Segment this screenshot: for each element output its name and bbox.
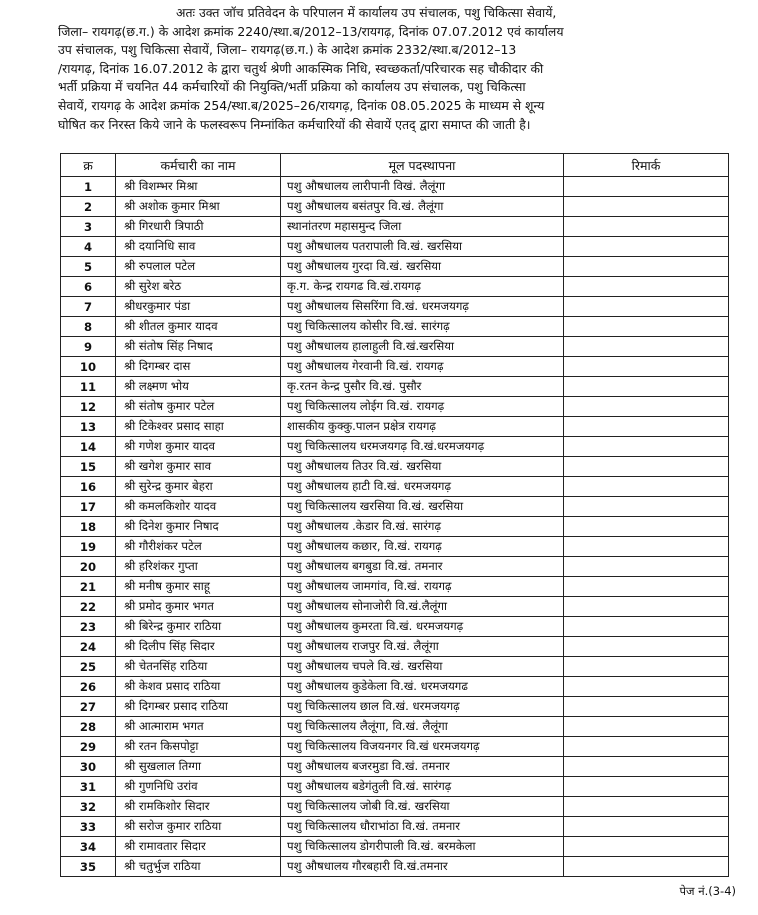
employee-name-cell: श्री दिगम्बर प्रसाद राठिया — [116, 697, 281, 717]
paragraph-line: घोषित कर निरस्त किये जाने के फलस्वरूप निम्नांकित कर्मचारियों की सेवायें एतद् द्वारा समाप्त की जाती है। — [58, 116, 531, 132]
table-row — [61, 857, 729, 877]
posting-cell: पशु चिकित्सालय छाल वि.खं. धरमजयगढ़ — [281, 697, 564, 717]
remark-cell — [564, 517, 729, 537]
employee-name-cell: श्री मनीष कुमार साहू — [116, 577, 281, 597]
posting-cell: पशु चिकित्सालय कोसीर वि.खं. सारंगढ़ — [281, 317, 564, 337]
serial-cell: 23 — [61, 617, 116, 637]
posting-cell: पशु औषधालय बडेगंतुली वि.खं. सारंगढ़ — [281, 777, 564, 797]
employee-name-cell: श्री प्रमोद कुमार भगत — [116, 597, 281, 617]
table-row — [61, 617, 729, 637]
posting-cell: कृ.रतन केन्द्र पुसौर वि.खं. पुसौर — [281, 377, 564, 397]
remark-cell — [564, 497, 729, 517]
employee-name-cell: श्रीधरकुमार पंडा — [116, 297, 281, 317]
remark-cell — [564, 577, 729, 597]
serial-cell: 31 — [61, 777, 116, 797]
serial-cell: 28 — [61, 717, 116, 737]
serial-cell: 13 — [61, 417, 116, 437]
remark-cell — [564, 557, 729, 577]
serial-cell: 27 — [61, 697, 116, 717]
page-number: पेज नं.(3-4) — [679, 884, 736, 898]
employee-name-cell: श्री रामावतार सिदार — [116, 837, 281, 857]
serial-cell: 19 — [61, 537, 116, 557]
table-row — [61, 637, 729, 657]
serial-cell: 2 — [61, 197, 116, 217]
posting-cell: पशु औषधालय गौरबहारी वि.खं.तमनार — [281, 857, 564, 877]
employee-name-cell: श्री दयानिधि साव — [116, 237, 281, 257]
employee-name-cell: श्री संतोष सिंह निषाद — [116, 337, 281, 357]
table-row — [61, 797, 729, 817]
paragraph-line: सेवायें, रायगढ़ के आदेश क्रमांक 254/स्था.ब/2025–26/रायगढ़, दिनांक 08.05.2025 के माध्यम से शून्य — [58, 97, 545, 113]
remark-cell — [564, 617, 729, 637]
posting-cell: पशु औषधालय तिउर वि.खं. खरसिया — [281, 457, 564, 477]
employee-name-cell: श्री रामकिशोर सिदार — [116, 797, 281, 817]
header-remark: रिमार्क — [564, 154, 729, 177]
employee-name-cell: श्री बिरेन्द्र कुमार राठिया — [116, 617, 281, 637]
posting-cell: पशु औषधालय राजपुर वि.खं. लैलूंगा — [281, 637, 564, 657]
table-row — [61, 817, 729, 837]
table-header-row — [61, 154, 729, 177]
table-row — [61, 277, 729, 297]
table-row — [61, 837, 729, 857]
employee-name-cell: श्री कमलकिशोर यादव — [116, 497, 281, 517]
posting-cell: शासकीय कुक्कु.पालन प्रक्षेत्र रायगढ़ — [281, 417, 564, 437]
table-row — [61, 197, 729, 217]
remark-cell — [564, 457, 729, 477]
remark-cell — [564, 637, 729, 657]
posting-cell: पशु औषधालय लारीपानी विखं. लैलूंगा — [281, 177, 564, 197]
serial-cell: 18 — [61, 517, 116, 537]
employee-name-cell: श्री गिरधारी त्रिपाठी — [116, 217, 281, 237]
remark-cell — [564, 177, 729, 197]
order-paragraph — [58, 4, 738, 134]
employee-name-cell: श्री चेतनसिंह राठिया — [116, 657, 281, 677]
remark-cell — [564, 317, 729, 337]
employee-name-cell: श्री सुरेश बरेठ — [116, 277, 281, 297]
header-serial: क्र — [61, 154, 116, 177]
remark-cell — [564, 757, 729, 777]
serial-cell: 22 — [61, 597, 116, 617]
posting-cell: पशु औषधालय बगबुडा वि.खं. तमनार — [281, 557, 564, 577]
table-row — [61, 497, 729, 517]
employee-name-cell: श्री अशोक कुमार मिश्रा — [116, 197, 281, 217]
posting-cell: स्थानांतरण महासमुन्द जिला — [281, 217, 564, 237]
paragraph-line: अतः उक्त जॉच प्रतिवेदन के परिपालन में कार्यालय उप संचालक, पशु चिकित्सा सेवायें, — [176, 5, 557, 20]
posting-cell: पशु चिकित्सालय विजयनगर वि.खं धरमजयगढ़ — [281, 737, 564, 757]
table-row — [61, 477, 729, 497]
posting-cell: पशु औषधालय बजरमुडा वि.खं. तमनार — [281, 757, 564, 777]
employee-name-cell: श्री सुरेन्द्र कुमार बेहरा — [116, 477, 281, 497]
table-row — [61, 237, 729, 257]
serial-cell: 5 — [61, 257, 116, 277]
employee-name-cell: श्री लक्ष्मण भोय — [116, 377, 281, 397]
posting-cell: पशु चिकित्सालय खरसिया वि.खं. खरसिया — [281, 497, 564, 517]
table-row — [61, 697, 729, 717]
serial-cell: 3 — [61, 217, 116, 237]
table-row — [61, 717, 729, 737]
remark-cell — [564, 797, 729, 817]
remark-cell — [564, 417, 729, 437]
table-row — [61, 577, 729, 597]
serial-cell: 15 — [61, 457, 116, 477]
header-original-posting: मूल पदस्थापना — [281, 154, 564, 177]
table-row — [61, 177, 729, 197]
posting-cell: पशु चिकित्सालय लैलूंगा, वि.खं. लैलूंगा — [281, 717, 564, 737]
table-body — [61, 177, 729, 877]
employee-name-cell: श्री सुखलाल तिग्गा — [116, 757, 281, 777]
remark-cell — [564, 597, 729, 617]
posting-cell: पशु चिकित्सालय डोगरीपाली वि.खं. बरमकेला — [281, 837, 564, 857]
employee-name-cell: श्री रतन किसपोट्टा — [116, 737, 281, 757]
table-row — [61, 677, 729, 697]
serial-cell: 30 — [61, 757, 116, 777]
remark-cell — [564, 677, 729, 697]
serial-cell: 33 — [61, 817, 116, 837]
remark-cell — [564, 777, 729, 797]
table-row — [61, 417, 729, 437]
serial-cell: 4 — [61, 237, 116, 257]
posting-cell: पशु औषधालय सिसरिंगा वि.खं. धरमजयगढ़ — [281, 297, 564, 317]
serial-cell: 10 — [61, 357, 116, 377]
table-row — [61, 517, 729, 537]
employee-name-cell: श्री दिगम्बर दास — [116, 357, 281, 377]
employee-name-cell: श्री रुपलाल पटेल — [116, 257, 281, 277]
table-row — [61, 537, 729, 557]
table-row — [61, 597, 729, 617]
serial-cell: 11 — [61, 377, 116, 397]
serial-cell: 14 — [61, 437, 116, 457]
employee-name-cell: श्री टिकेश्वर प्रसाद साहा — [116, 417, 281, 437]
remark-cell — [564, 477, 729, 497]
table-row — [61, 317, 729, 337]
remark-cell — [564, 297, 729, 317]
remark-cell — [564, 697, 729, 717]
serial-cell: 17 — [61, 497, 116, 517]
table-row — [61, 557, 729, 577]
posting-cell: पशु औषधालय हालाहुली वि.खं.खरसिया — [281, 337, 564, 357]
remark-cell — [564, 257, 729, 277]
table-row — [61, 397, 729, 417]
serial-cell: 35 — [61, 857, 116, 877]
paragraph-line: जिला– रायगढ़(छ.ग.) के आदेश क्रमांक 2240/स्था.ब/2012–13/रायगढ़, दिनांक 07.07.2012 एवं कार्यालय — [58, 23, 564, 39]
table-row — [61, 337, 729, 357]
remark-cell — [564, 817, 729, 837]
posting-cell: पशु औषधालय जामगांव, वि.खं. रायगढ़ — [281, 577, 564, 597]
serial-cell: 21 — [61, 577, 116, 597]
employee-name-cell: श्री केशव प्रसाद राठिया — [116, 677, 281, 697]
serial-cell: 7 — [61, 297, 116, 317]
serial-cell: 26 — [61, 677, 116, 697]
paragraph-line: उप संचालक, पशु चिकित्सा सेवायें, जिला– रायगढ़(छ.ग.) के आदेश क्रमांक 2332/स्था.ब/2012–13 — [58, 42, 517, 58]
remark-cell — [564, 717, 729, 737]
employee-name-cell: श्री दिलीप सिंह सिदार — [116, 637, 281, 657]
remark-cell — [564, 737, 729, 757]
posting-cell: पशु औषधालय कुडेकेला वि.खं. धरमजयगढ — [281, 677, 564, 697]
serial-cell: 1 — [61, 177, 116, 197]
posting-cell: पशु औषधालय हाटी वि.खं. धरमजयगढ़ — [281, 477, 564, 497]
employee-name-cell: श्री हरिशंकर गुप्ता — [116, 557, 281, 577]
posting-cell: पशु चिकित्सालय धौराभांठा वि.खं. तमनार — [281, 817, 564, 837]
table-row — [61, 777, 729, 797]
employee-name-cell: श्री खगेश कुमार साव — [116, 457, 281, 477]
posting-cell: पशु चिकित्सालय लोईग वि.खं. रायगढ़ — [281, 397, 564, 417]
employee-name-cell: श्री शीतल कुमार यादव — [116, 317, 281, 337]
remark-cell — [564, 657, 729, 677]
table-row — [61, 297, 729, 317]
serial-cell: 25 — [61, 657, 116, 677]
table-row — [61, 737, 729, 757]
serial-cell: 8 — [61, 317, 116, 337]
table-row — [61, 757, 729, 777]
table-row — [61, 657, 729, 677]
employee-table — [60, 153, 729, 877]
posting-cell: पशु औषधालय गुरदा वि.खं. खरसिया — [281, 257, 564, 277]
posting-cell: पशु औषधालय पतरापाली वि.खं. खरसिया — [281, 237, 564, 257]
remark-cell — [564, 837, 729, 857]
paragraph-line: /रायगढ़, दिनांक 16.07.2012 के द्वारा चतुर्थ श्रेणी आकस्मिक निधि, स्वच्छकर्ता/परिचारक सह चौकीदार की — [58, 60, 544, 76]
serial-cell: 32 — [61, 797, 116, 817]
remark-cell — [564, 357, 729, 377]
serial-cell: 29 — [61, 737, 116, 757]
table-row — [61, 437, 729, 457]
posting-cell: पशु औषधालय .केडार वि.खं. सारंगढ़ — [281, 517, 564, 537]
posting-cell: पशु औषधालय सोनाजोरी वि.खं.लैलूंगा — [281, 597, 564, 617]
table-row — [61, 257, 729, 277]
employee-name-cell: श्री विशम्भर मिश्रा — [116, 177, 281, 197]
employee-name-cell: श्री आत्माराम भगत — [116, 717, 281, 737]
posting-cell: पशु चिकित्सालय जोबी वि.खं. खरसिया — [281, 797, 564, 817]
serial-cell: 16 — [61, 477, 116, 497]
posting-cell: पशु औषधालय कुमरता वि.खं. धरमजयगढ़ — [281, 617, 564, 637]
employee-name-cell: श्री गौरीशंकर पटेल — [116, 537, 281, 557]
remark-cell — [564, 437, 729, 457]
remark-cell — [564, 857, 729, 877]
paragraph-line: भर्ती प्रक्रिया में चयनित 44 कर्मचारियों की नियुक्ति/भर्ती प्रक्रिया को कार्यालय उप संचालक, पशु चिकित्सा — [58, 79, 526, 95]
remark-cell — [564, 377, 729, 397]
serial-cell: 24 — [61, 637, 116, 657]
posting-cell: पशु चिकित्सालय धरमजयगढ़ वि.खं.धरमजयगढ़ — [281, 437, 564, 457]
employee-name-cell: श्री दिनेश कुमार निषाद — [116, 517, 281, 537]
posting-cell: कृ.ग. केन्द्र रायगढ वि.खं.रायगढ़ — [281, 277, 564, 297]
employee-name-cell: श्री गणेश कुमार यादव — [116, 437, 281, 457]
employee-name-cell: श्री गुणनिधि उरांव — [116, 777, 281, 797]
remark-cell — [564, 277, 729, 297]
employee-name-cell: श्री चतुर्भुज राठिया — [116, 857, 281, 877]
header-employee-name: कर्मचारी का नाम — [116, 154, 281, 177]
remark-cell — [564, 197, 729, 217]
employee-name-cell: श्री संतोष कुमार पटेल — [116, 397, 281, 417]
table-row — [61, 217, 729, 237]
table-row — [61, 377, 729, 397]
remark-cell — [564, 217, 729, 237]
remark-cell — [564, 537, 729, 557]
serial-cell: 9 — [61, 337, 116, 357]
serial-cell: 6 — [61, 277, 116, 297]
serial-cell: 20 — [61, 557, 116, 577]
remark-cell — [564, 397, 729, 417]
posting-cell: पशु औषधालय कछार, वि.खं. रायगढ़ — [281, 537, 564, 557]
posting-cell: पशु औषधालय गेरवानी वि.खं. रायगढ़ — [281, 357, 564, 377]
posting-cell: पशु औषधालय बसंतपुर वि.खं. लैलूंगा — [281, 197, 564, 217]
serial-cell: 12 — [61, 397, 116, 417]
employee-name-cell: श्री सरोज कुमार राठिया — [116, 817, 281, 837]
serial-cell: 34 — [61, 837, 116, 857]
remark-cell — [564, 337, 729, 357]
remark-cell — [564, 237, 729, 257]
table-row — [61, 357, 729, 377]
table-row — [61, 457, 729, 477]
posting-cell: पशु औषधालय चपले वि.खं. खरसिया — [281, 657, 564, 677]
